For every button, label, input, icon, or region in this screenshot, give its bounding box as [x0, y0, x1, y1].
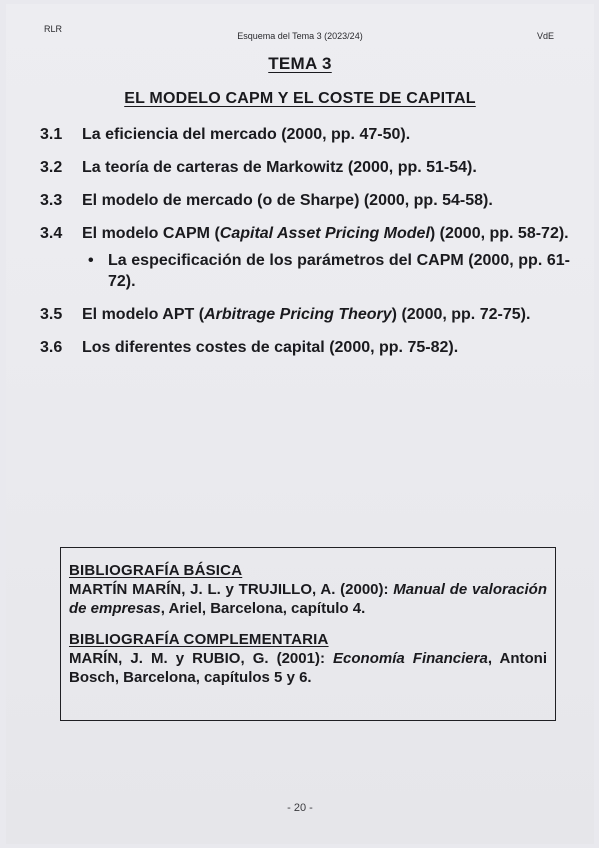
topic-number: 3.6 [40, 339, 63, 356]
topic-text: La eficiencia del mercado (2000, pp. 47-50). [82, 126, 411, 143]
topic-number: 3.4 [40, 225, 63, 242]
topic-item [40, 337, 570, 358]
bullet-icon: • [88, 252, 94, 269]
bibliography-box [60, 547, 556, 721]
topic-number: 3.5 [40, 306, 63, 323]
header-initials: RLR [44, 24, 63, 34]
sub-bullet-item [88, 250, 570, 292]
page-subtitle: EL MODELO CAPM Y EL COSTE DE CAPITAL [124, 90, 476, 107]
basic-bibliography-heading: BIBLIOGRAFÍA BÁSICA [69, 562, 243, 579]
page-title: TEMA 3 [268, 54, 332, 73]
basic-bibliography-reference: MARTÍN MARÍN, J. L. y TRUJILLO, A. (2000): Manual de valoración de empresas, Ariel, Barcelona, capítulo 4. [69, 581, 548, 617]
topic-number: 3.1 [40, 126, 63, 143]
topic-item [40, 157, 570, 178]
header-title: Esquema del Tema 3 (2023/24) [237, 31, 363, 41]
topic-item [40, 223, 570, 244]
complementary-bibliography-reference: MARÍN, J. M. y RUBIO, G. (2001): Economía Financiera, Antoni Bosch, Barcelona, capítulos 5 y 6. [69, 650, 547, 686]
topic-text: La teoría de carteras de Markowitz (2000, pp. 51-54). [82, 159, 477, 176]
complementary-bibliography-heading: BIBLIOGRAFÍA COMPLEMENTARIA [69, 631, 329, 648]
topic-text: El modelo APT (Arbitrage Pricing Theory) (2000, pp. 72-75). [82, 306, 531, 323]
document-page [6, 4, 594, 844]
topic-item [40, 124, 570, 145]
sub-bullet-text: La especificación de los parámetros del CAPM (2000, pp. 61-72). [108, 252, 570, 290]
topic-text: Los diferentes costes de capital (2000, pp. 75-82). [82, 339, 459, 356]
header-right: VdE [536, 31, 554, 41]
topic-number: 3.2 [40, 159, 63, 176]
topic-item [40, 304, 570, 325]
topic-list [40, 124, 570, 370]
page-number: - 20 - [287, 802, 313, 814]
topic-item [40, 190, 570, 211]
topic-text: El modelo CAPM (Capital Asset Pricing Model) (2000, pp. 58-72). [82, 225, 569, 242]
topic-text: El modelo de mercado (o de Sharpe) (2000, pp. 54-58). [82, 192, 493, 209]
topic-number: 3.3 [40, 192, 63, 209]
